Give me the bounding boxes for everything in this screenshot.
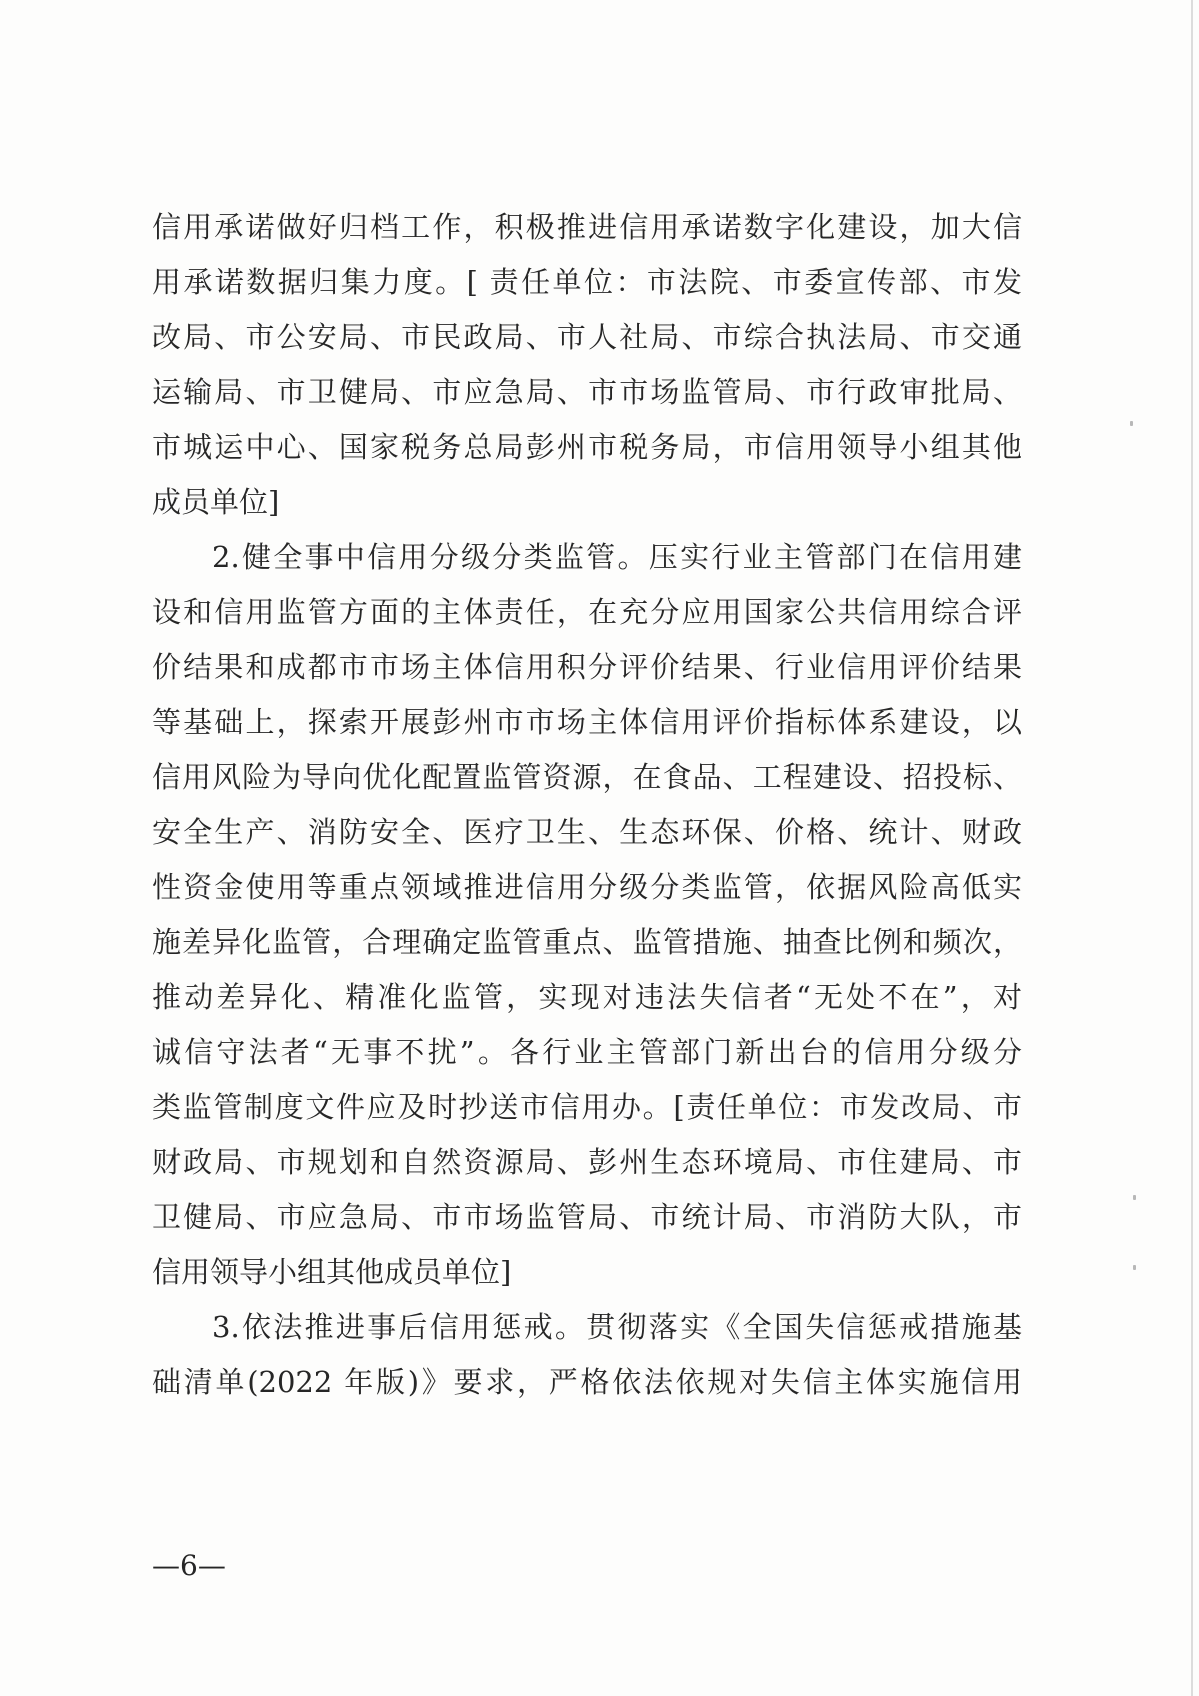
text-line-3: 改局、市公安局、市民政局、市人社局、市综合执法局、市交通 — [152, 320, 1022, 354]
text-line-6: 成员单位] — [152, 485, 280, 519]
paragraph-3-heading-line: 3.依法推进事后信用惩戒。贯彻落实《全国失信惩戒措施基 — [212, 1310, 1022, 1344]
text-line-15: 推动差异化、精准化监管，实现对违法失信者“无处不在”，对 — [152, 980, 1022, 1014]
paragraph-2-heading-line: 2.健全事中信用分级分类监管。压实行业主管部门在信用建 — [212, 540, 1022, 574]
scan-speck — [1133, 1265, 1136, 1270]
scan-speck — [1130, 421, 1133, 426]
text-line-8: 设和信用监管方面的主体责任，在充分应用国家公共信用综合评 — [152, 595, 1022, 629]
text-line-14: 施差异化监管，合理确定监管重点、监管措施、抽查比例和频次， — [152, 925, 1022, 959]
text-line-19: 卫健局、市应急局、市市场监管局、市统计局、市消防大队，市 — [152, 1200, 1022, 1234]
scan-edge-line — [1191, 0, 1193, 1696]
page-number: —6— — [152, 1549, 226, 1582]
text-line-10: 等基础上，探索开展彭州市市场主体信用评价指标体系建设，以 — [152, 705, 1022, 739]
text-line-9: 价结果和成都市市场主体信用积分评价结果、行业信用评价结果 — [152, 650, 1022, 684]
text-line-22: 础清单(2022 年版)》要求，严格依法依规对失信主体实施信用 — [152, 1365, 1022, 1399]
text-line-12: 安全生产、消防安全、医疗卫生、生态环保、价格、统计、财政 — [152, 815, 1022, 849]
text-line-13: 性资金使用等重点领域推进信用分级分类监管，依据风险高低实 — [152, 870, 1022, 904]
text-line-11: 信用风险为导向优化配置监管资源，在食品、工程建设、招投标、 — [152, 760, 1022, 794]
text-line-1: 信用承诺做好归档工作，积极推进信用承诺数字化建设，加大信 — [152, 210, 1022, 244]
text-line-2: 用承诺数据归集力度。[ 责任单位：市法院、市委宣传部、市发 — [152, 265, 1022, 299]
text-line-17: 类监管制度文件应及时抄送市信用办。[责任单位：市发改局、市 — [152, 1090, 1022, 1124]
text-line-5: 市城运中心、国家税务总局彭州市税务局，市信用领导小组其他 — [152, 430, 1022, 464]
text-line-16: 诚信守法者“无事不扰”。各行业主管部门新出台的信用分级分 — [152, 1035, 1022, 1069]
text-line-20: 信用领导小组其他成员单位] — [152, 1255, 512, 1289]
text-line-4: 运输局、市卫健局、市应急局、市市场监管局、市行政审批局、 — [152, 375, 1022, 409]
scan-speck — [1133, 1195, 1136, 1200]
text-line-18: 财政局、市规划和自然资源局、彭州生态环境局、市住建局、市 — [152, 1145, 1022, 1179]
